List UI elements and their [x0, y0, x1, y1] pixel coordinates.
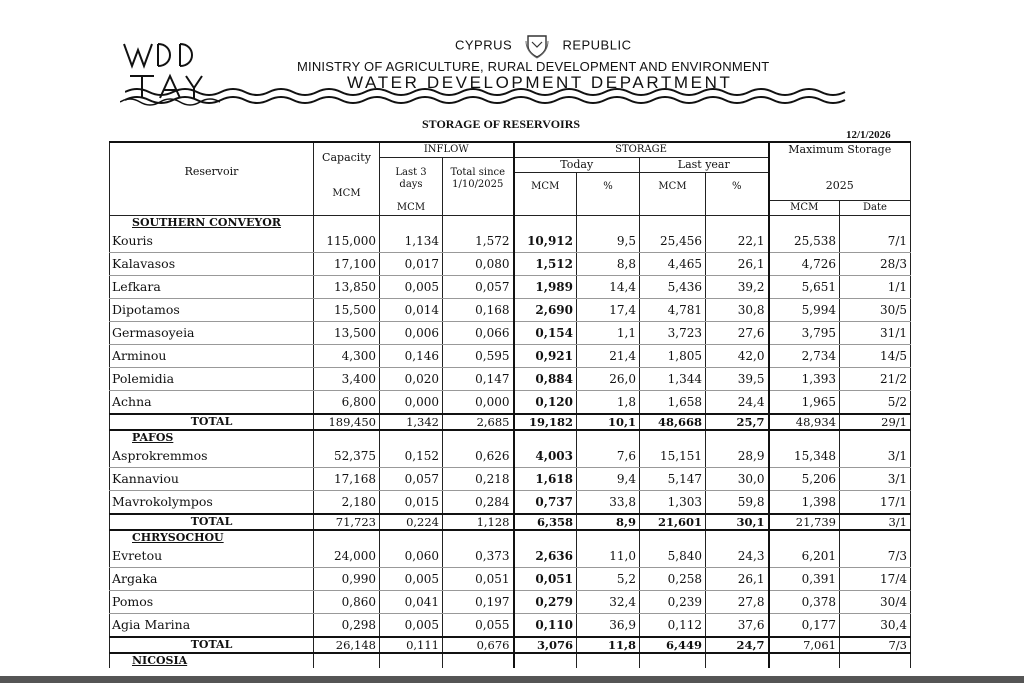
cell-max-date: 17/1 — [840, 491, 911, 515]
cell-last3: 0,017 — [380, 253, 443, 276]
cell-ly-pct: 42,0 — [706, 345, 769, 368]
cell-max-mcm: 3,795 — [769, 322, 840, 345]
reservoir-name: Kouris — [110, 230, 314, 253]
cell-capacity: 2,180 — [314, 491, 380, 515]
cell-max-mcm: 6,201 — [769, 545, 840, 568]
reservoir-name: Asprokremmos — [110, 445, 314, 468]
country-line — [455, 33, 631, 59]
cell-max-date: 21/2 — [840, 368, 911, 391]
cell-max-date: 17/4 — [840, 568, 911, 591]
cell-max-mcm: 0,378 — [769, 591, 840, 614]
cell-today-mcm: 0,154 — [514, 322, 577, 345]
cell-total: 0,626 — [443, 445, 514, 468]
col-inflow: INFLOW — [380, 142, 514, 158]
col-maximum: Maximum Storage — [769, 142, 911, 158]
cell-total: 0,000 — [443, 391, 514, 415]
section-header — [110, 216, 911, 231]
cell-today-pct: 36,9 — [577, 614, 640, 638]
cell-today-pct: 17,4 — [577, 299, 640, 322]
cell-today-pct: 5,2 — [577, 568, 640, 591]
table-row — [110, 368, 911, 391]
cap-unit: MCM — [314, 173, 380, 201]
cell-today-pct: 14,4 — [577, 276, 640, 299]
cell-max-mcm: 5,651 — [769, 276, 840, 299]
cell-today-mcm: 0,051 — [514, 568, 577, 591]
total-today-pct: 11,8 — [577, 637, 640, 653]
reservoir-name: Lefkara — [110, 276, 314, 299]
cell-max-date: 7/1 — [840, 230, 911, 253]
total-row — [110, 514, 911, 530]
col-reservoir: Reservoir — [110, 142, 314, 201]
reservoir-name: Kannaviou — [110, 468, 314, 491]
cell-max-date: 31/1 — [840, 322, 911, 345]
cell-max-date: 30,4 — [840, 614, 911, 638]
total-today-mcm: 6,358 — [514, 514, 577, 530]
total-ly-pct: 24,7 — [706, 637, 769, 653]
cell-ly-mcm: 1,805 — [640, 345, 706, 368]
cell-ly-pct: 24,3 — [706, 545, 769, 568]
cell-max-mcm: 15,348 — [769, 445, 840, 468]
cell-ly-pct: 39,2 — [706, 276, 769, 299]
cell-ly-mcm: 5,436 — [640, 276, 706, 299]
cell-ly-pct: 30,8 — [706, 299, 769, 322]
viewer-bottom-bar — [0, 676, 1024, 683]
cell-capacity: 3,400 — [314, 368, 380, 391]
reservoir-name: Germasoyeia — [110, 322, 314, 345]
section-name: NICOSIA — [110, 653, 314, 668]
cell-today-pct: 9,4 — [577, 468, 640, 491]
reservoir-name: Polemidia — [110, 368, 314, 391]
country-left: CYPRUS — [455, 37, 513, 53]
cell-max-mcm: 1,393 — [769, 368, 840, 391]
cell-ly-pct: 27,8 — [706, 591, 769, 614]
cell-ly-pct: 39,5 — [706, 368, 769, 391]
cell-max-mcm: 5,994 — [769, 299, 840, 322]
cell-total: 0,595 — [443, 345, 514, 368]
cell-max-mcm: 5,206 — [769, 468, 840, 491]
cell-last3: 0,005 — [380, 276, 443, 299]
cell-total: 0,218 — [443, 468, 514, 491]
cell-total: 0,080 — [443, 253, 514, 276]
cell-max-mcm: 1,965 — [769, 391, 840, 415]
table-row — [110, 345, 911, 368]
cell-today-pct: 1,8 — [577, 391, 640, 415]
total-capacity: 189,450 — [314, 414, 380, 430]
cell-today-pct: 33,8 — [577, 491, 640, 515]
today-pct-header: % — [577, 173, 640, 201]
coat-of-arms-icon — [524, 33, 550, 59]
reservoir-name: Pomos — [110, 591, 314, 614]
table-row — [110, 591, 911, 614]
cell-last3: 0,057 — [380, 468, 443, 491]
total-ly-pct: 25,7 — [706, 414, 769, 430]
ministry-name: MINISTRY OF AGRICULTURE, RURAL DEVELOPMENT AND ENVIRONMENT — [297, 59, 770, 74]
cell-ly-mcm: 4,465 — [640, 253, 706, 276]
total-max-mcm: 21,739 — [769, 514, 840, 530]
cell-last3: 0,005 — [380, 614, 443, 638]
cell-total: 0,051 — [443, 568, 514, 591]
max-year: 2025 — [769, 173, 911, 201]
cell-max-mcm: 2,734 — [769, 345, 840, 368]
cell-total: 0,168 — [443, 299, 514, 322]
cell-capacity: 0,298 — [314, 614, 380, 638]
total-today-pct: 10,1 — [577, 414, 640, 430]
cell-ly-pct: 30,0 — [706, 468, 769, 491]
cell-today-mcm: 0,921 — [514, 345, 577, 368]
cell-total: 0,055 — [443, 614, 514, 638]
cell-ly-pct: 59,8 — [706, 491, 769, 515]
max-mcm-header: MCM — [769, 201, 840, 216]
cell-today-mcm: 4,003 — [514, 445, 577, 468]
reservoir-name: Evretou — [110, 545, 314, 568]
section-header — [110, 530, 911, 545]
cell-max-date: 7/3 — [840, 545, 911, 568]
cell-ly-mcm: 3,723 — [640, 322, 706, 345]
cell-max-mcm: 1,398 — [769, 491, 840, 515]
table-body — [110, 216, 911, 669]
col-total-since: Total since 1/10/2025 — [443, 158, 514, 201]
total-today-pct: 8,9 — [577, 514, 640, 530]
total-max-date: 29/1 — [840, 414, 911, 430]
section-name: CHRYSOCHOU — [110, 530, 314, 545]
table-row — [110, 614, 911, 638]
total-ly-pct: 30,1 — [706, 514, 769, 530]
cell-capacity: 13,500 — [314, 322, 380, 345]
cell-ly-pct: 26,1 — [706, 253, 769, 276]
reservoir-table — [109, 141, 911, 668]
cell-today-pct: 26,0 — [577, 368, 640, 391]
cell-last3: 1,134 — [380, 230, 443, 253]
col-capacity: Capacity — [314, 142, 380, 173]
section-name: PAFOS — [110, 430, 314, 445]
cell-today-mcm: 0,110 — [514, 614, 577, 638]
letterhead — [0, 0, 1024, 140]
cell-today-mcm: 0,737 — [514, 491, 577, 515]
total-capacity: 71,723 — [314, 514, 380, 530]
cell-last3: 0,006 — [380, 322, 443, 345]
cell-ly-mcm: 4,781 — [640, 299, 706, 322]
cell-today-mcm: 2,636 — [514, 545, 577, 568]
cell-capacity: 17,168 — [314, 468, 380, 491]
cell-today-pct: 8,8 — [577, 253, 640, 276]
cell-total: 0,066 — [443, 322, 514, 345]
cell-last3: 0,005 — [380, 568, 443, 591]
last3-unit: MCM — [380, 201, 443, 216]
max-date-header: Date — [840, 201, 911, 216]
total-row — [110, 637, 911, 653]
reservoir-name: Agia Marina — [110, 614, 314, 638]
table-row — [110, 568, 911, 591]
cell-last3: 0,152 — [380, 445, 443, 468]
cell-max-date: 3/1 — [840, 445, 911, 468]
cell-capacity: 6,800 — [314, 391, 380, 415]
cell-ly-pct: 26,1 — [706, 568, 769, 591]
cell-total: 0,373 — [443, 545, 514, 568]
reservoir-name: Achna — [110, 391, 314, 415]
cell-max-mcm: 4,726 — [769, 253, 840, 276]
total-max-date: 3/1 — [840, 514, 911, 530]
cell-ly-mcm: 1,658 — [640, 391, 706, 415]
reservoir-name: Dipotamos — [110, 299, 314, 322]
cell-ly-mcm: 5,147 — [640, 468, 706, 491]
cell-last3: 0,146 — [380, 345, 443, 368]
cell-today-mcm: 2,690 — [514, 299, 577, 322]
total-label: TOTAL — [110, 514, 314, 530]
cell-ly-mcm: 1,303 — [640, 491, 706, 515]
cell-capacity: 17,100 — [314, 253, 380, 276]
cell-today-mcm: 1,989 — [514, 276, 577, 299]
cell-ly-pct: 24,4 — [706, 391, 769, 415]
cell-ly-mcm: 5,840 — [640, 545, 706, 568]
total-label: TOTAL — [110, 414, 314, 430]
cell-total: 0,284 — [443, 491, 514, 515]
table-row — [110, 322, 911, 345]
cell-total: 0,057 — [443, 276, 514, 299]
cell-today-pct: 21,4 — [577, 345, 640, 368]
cell-today-mcm: 0,120 — [514, 391, 577, 415]
total-today-mcm: 19,182 — [514, 414, 577, 430]
cell-ly-pct: 37,6 — [706, 614, 769, 638]
table-row — [110, 468, 911, 491]
cell-today-pct: 9,5 — [577, 230, 640, 253]
ly-mcm-header: MCM — [640, 173, 706, 201]
wave-divider-icon — [125, 84, 855, 108]
total-capacity: 26,148 — [314, 637, 380, 653]
total-label: TOTAL — [110, 637, 314, 653]
total-today-mcm: 3,076 — [514, 637, 577, 653]
cell-ly-mcm: 25,456 — [640, 230, 706, 253]
col-last-year: Last year — [640, 158, 769, 173]
total-max-mcm: 7,061 — [769, 637, 840, 653]
cell-total: 0,147 — [443, 368, 514, 391]
cell-today-mcm: 1,618 — [514, 468, 577, 491]
total-total: 2,685 — [443, 414, 514, 430]
cell-max-date: 30/4 — [840, 591, 911, 614]
report-date: 12/1/2026 — [846, 129, 891, 141]
cell-max-date: 30/5 — [840, 299, 911, 322]
cell-ly-mcm: 0,258 — [640, 568, 706, 591]
cell-max-mcm: 0,391 — [769, 568, 840, 591]
cell-capacity: 4,300 — [314, 345, 380, 368]
cell-last3: 0,060 — [380, 545, 443, 568]
table-row — [110, 391, 911, 415]
table-row — [110, 491, 911, 515]
table-row — [110, 545, 911, 568]
cell-ly-pct: 22,1 — [706, 230, 769, 253]
total-last3: 1,342 — [380, 414, 443, 430]
cell-capacity: 52,375 — [314, 445, 380, 468]
total-last3: 0,111 — [380, 637, 443, 653]
cell-today-pct: 7,6 — [577, 445, 640, 468]
cell-last3: 0,000 — [380, 391, 443, 415]
cell-capacity: 115,000 — [314, 230, 380, 253]
total-ly-mcm: 48,668 — [640, 414, 706, 430]
col-storage: STORAGE — [514, 142, 769, 158]
total-ly-mcm: 21,601 — [640, 514, 706, 530]
table-row — [110, 276, 911, 299]
cell-today-pct: 32,4 — [577, 591, 640, 614]
cell-max-date: 28/3 — [840, 253, 911, 276]
total-last3: 0,224 — [380, 514, 443, 530]
ly-pct-header: % — [706, 173, 769, 201]
cell-max-mcm: 25,538 — [769, 230, 840, 253]
cell-capacity: 13,850 — [314, 276, 380, 299]
cell-capacity: 24,000 — [314, 545, 380, 568]
total-total: 1,128 — [443, 514, 514, 530]
cell-last3: 0,041 — [380, 591, 443, 614]
reservoir-name: Arminou — [110, 345, 314, 368]
cell-last3: 0,014 — [380, 299, 443, 322]
total-row — [110, 414, 911, 430]
cell-ly-mcm: 1,344 — [640, 368, 706, 391]
cell-max-date: 1/1 — [840, 276, 911, 299]
table-row — [110, 253, 911, 276]
cell-capacity: 15,500 — [314, 299, 380, 322]
today-mcm-header: MCM — [514, 173, 577, 201]
reservoir-name: Mavrokolympos — [110, 491, 314, 515]
cell-today-mcm: 0,279 — [514, 591, 577, 614]
cell-ly-mcm: 15,151 — [640, 445, 706, 468]
section-header — [110, 653, 911, 668]
cell-max-mcm: 0,177 — [769, 614, 840, 638]
section-header — [110, 430, 911, 445]
cell-ly-mcm: 0,112 — [640, 614, 706, 638]
reservoir-name: Kalavasos — [110, 253, 314, 276]
total-ly-mcm: 6,449 — [640, 637, 706, 653]
cell-max-date: 5/2 — [840, 391, 911, 415]
cell-ly-pct: 28,9 — [706, 445, 769, 468]
cell-capacity: 0,860 — [314, 591, 380, 614]
section-name: SOUTHERN CONVEYOR — [110, 216, 314, 231]
country-right: REPUBLIC — [562, 37, 632, 53]
report-title: STORAGE OF RESERVOIRS — [422, 117, 581, 131]
col-today: Today — [514, 158, 640, 173]
cell-ly-mcm: 0,239 — [640, 591, 706, 614]
cell-today-pct: 11,0 — [577, 545, 640, 568]
cell-capacity: 0,990 — [314, 568, 380, 591]
reservoir-name: Argaka — [110, 568, 314, 591]
cell-last3: 0,015 — [380, 491, 443, 515]
total-max-mcm: 48,934 — [769, 414, 840, 430]
table-row — [110, 299, 911, 322]
table-row — [110, 230, 911, 253]
cell-today-pct: 1,1 — [577, 322, 640, 345]
cell-max-date: 14/5 — [840, 345, 911, 368]
cell-last3: 0,020 — [380, 368, 443, 391]
department-name: WATER DEVELOPMENT DEPARTMENT — [347, 73, 733, 92]
cell-today-mcm: 0,884 — [514, 368, 577, 391]
table-row — [110, 445, 911, 468]
cell-ly-pct: 27,6 — [706, 322, 769, 345]
cell-max-date: 3/1 — [840, 468, 911, 491]
cell-today-mcm: 10,912 — [514, 230, 577, 253]
cell-total: 0,197 — [443, 591, 514, 614]
total-total: 0,676 — [443, 637, 514, 653]
cell-today-mcm: 1,512 — [514, 253, 577, 276]
cell-total: 1,572 — [443, 230, 514, 253]
col-last3: Last 3 days — [380, 158, 443, 201]
total-max-date: 7/3 — [840, 637, 911, 653]
